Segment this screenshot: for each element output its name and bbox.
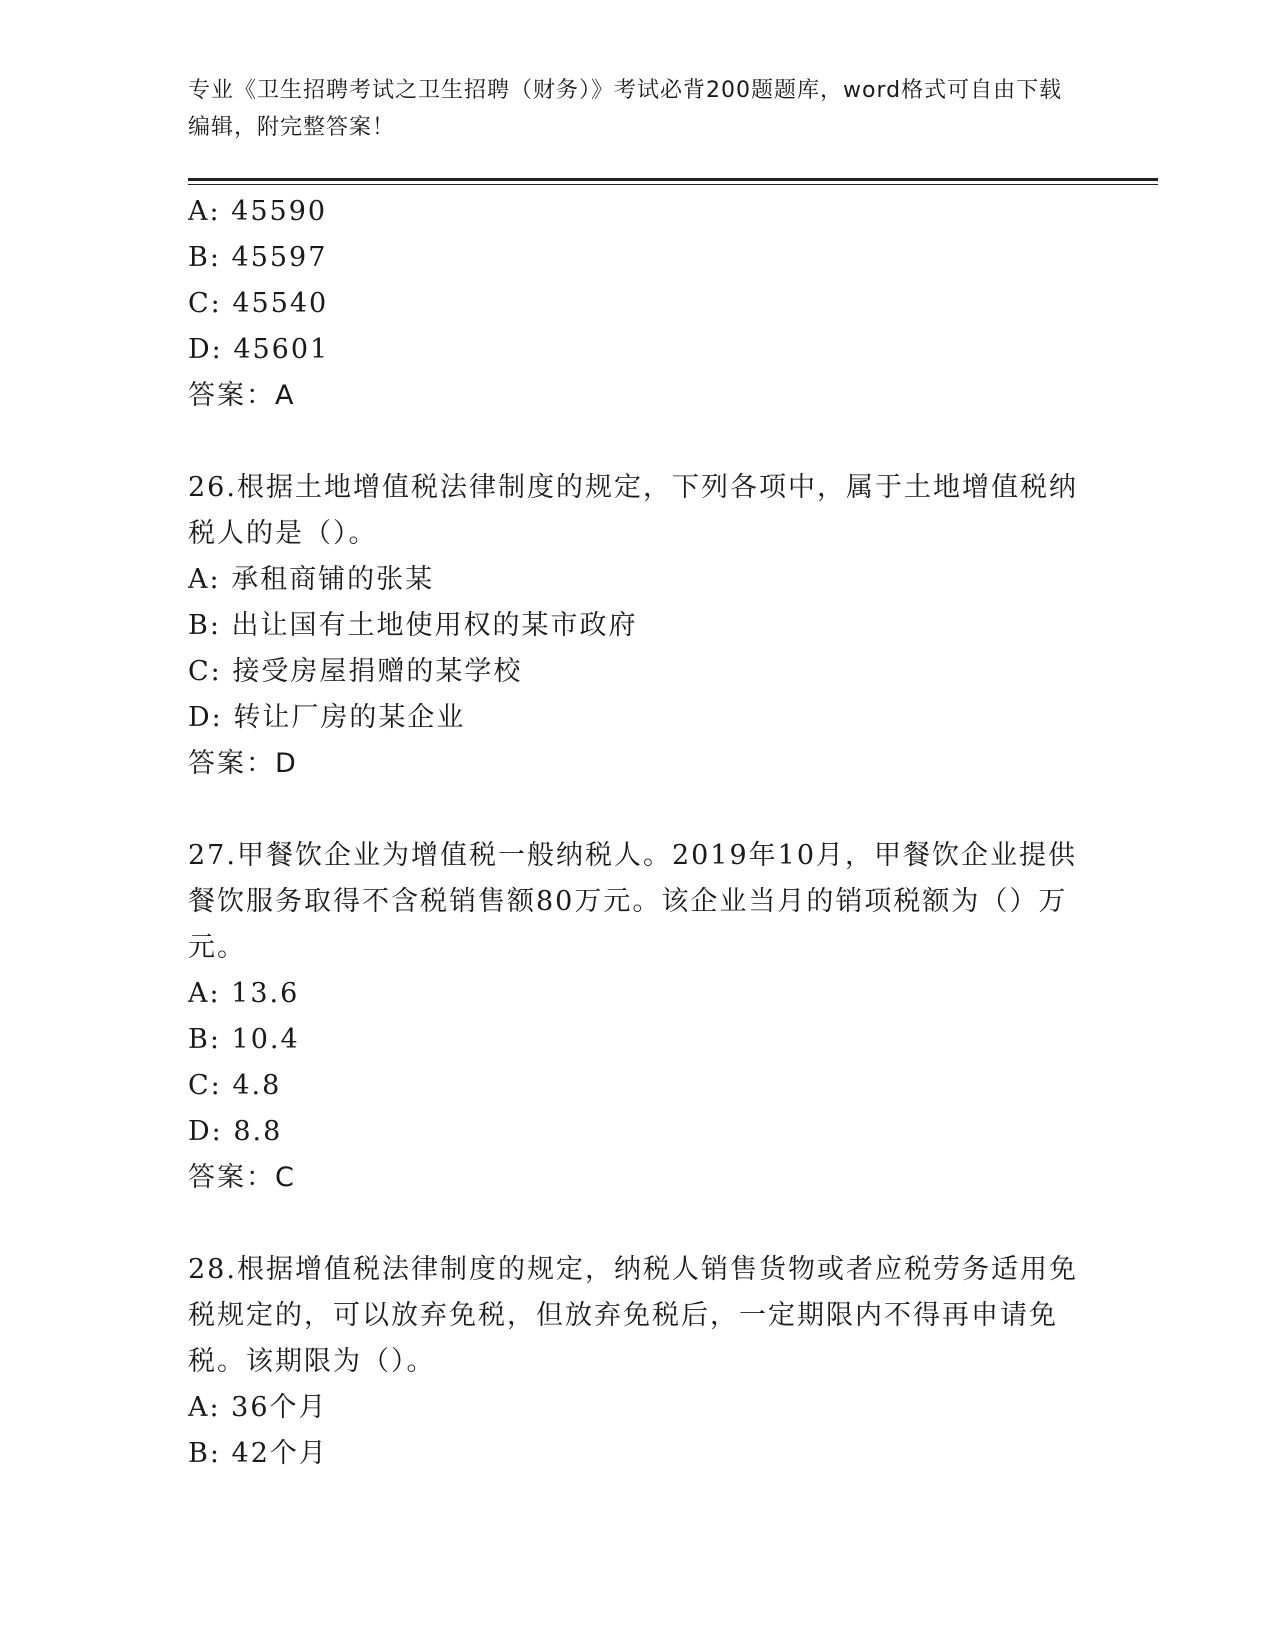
question-25-block: [188, 189, 1088, 419]
header-rule-thin: [188, 184, 1158, 185]
header-title: 专业《卫生招聘考试之卫生招聘（财务）》考试必背200题题库，word格式可自由下载编辑，附完整答案！: [188, 78, 1063, 140]
option-c: C: 接受房屋捐赠的某学校: [188, 656, 523, 687]
question-text-line: 税。该期限为（）。: [188, 1346, 436, 1377]
question-text-line: 26.根据土地增值税法律制度的规定，下列各项中，属于土地增值税纳: [188, 472, 1078, 503]
option-a: A: 36个月: [188, 1392, 328, 1423]
document-header: [188, 72, 1068, 146]
question-text-line: 28.根据增值税法律制度的规定，纳税人销售货物或者应税劳务适用免: [188, 1254, 1078, 1285]
question-text-line: 税规定的，可以放弃免税，但放弃免税后，一定期限内不得再申请免: [188, 1300, 1058, 1331]
question-28-block: [188, 1247, 1088, 1477]
spacer: [188, 1201, 1088, 1247]
option-a: A: 45590: [188, 196, 328, 227]
question-text-line: 税人的是（）。: [188, 518, 378, 549]
spacer: [188, 419, 1088, 465]
option-c: C: 45540: [188, 288, 329, 319]
question-content: [188, 189, 1088, 1477]
option-c: C: 4.8: [188, 1070, 282, 1101]
question-text-line: 元。: [188, 932, 246, 963]
question-26-block: [188, 465, 1088, 787]
option-b: B: 45597: [188, 242, 328, 273]
option-a: A: 承租商铺的张某: [188, 564, 435, 595]
question-text-line: 27.甲餐饮企业为增值税一般纳税人。2019年10月，甲餐饮企业提供: [188, 840, 1078, 871]
option-b: B: 出让国有土地使用权的某市政府: [188, 610, 638, 641]
option-d: D: 8.8: [188, 1116, 283, 1147]
option-d: D: 转让厂房的某企业: [188, 702, 466, 733]
answer-label: 答案：C: [188, 1162, 296, 1193]
option-b: B: 10.4: [188, 1024, 300, 1055]
answer-label: 答案：A: [188, 380, 296, 411]
spacer: [188, 787, 1088, 833]
header-rule-thick: [188, 178, 1158, 181]
option-b: B: 42个月: [188, 1438, 328, 1469]
question-27-block: [188, 833, 1088, 1201]
question-text-line: 餐饮服务取得不含税销售额80万元。该企业当月的销项税额为（）万: [188, 886, 1068, 917]
option-d: D: 45601: [188, 334, 330, 365]
option-a: A: 13.6: [188, 978, 300, 1009]
answer-label: 答案：D: [188, 748, 298, 779]
